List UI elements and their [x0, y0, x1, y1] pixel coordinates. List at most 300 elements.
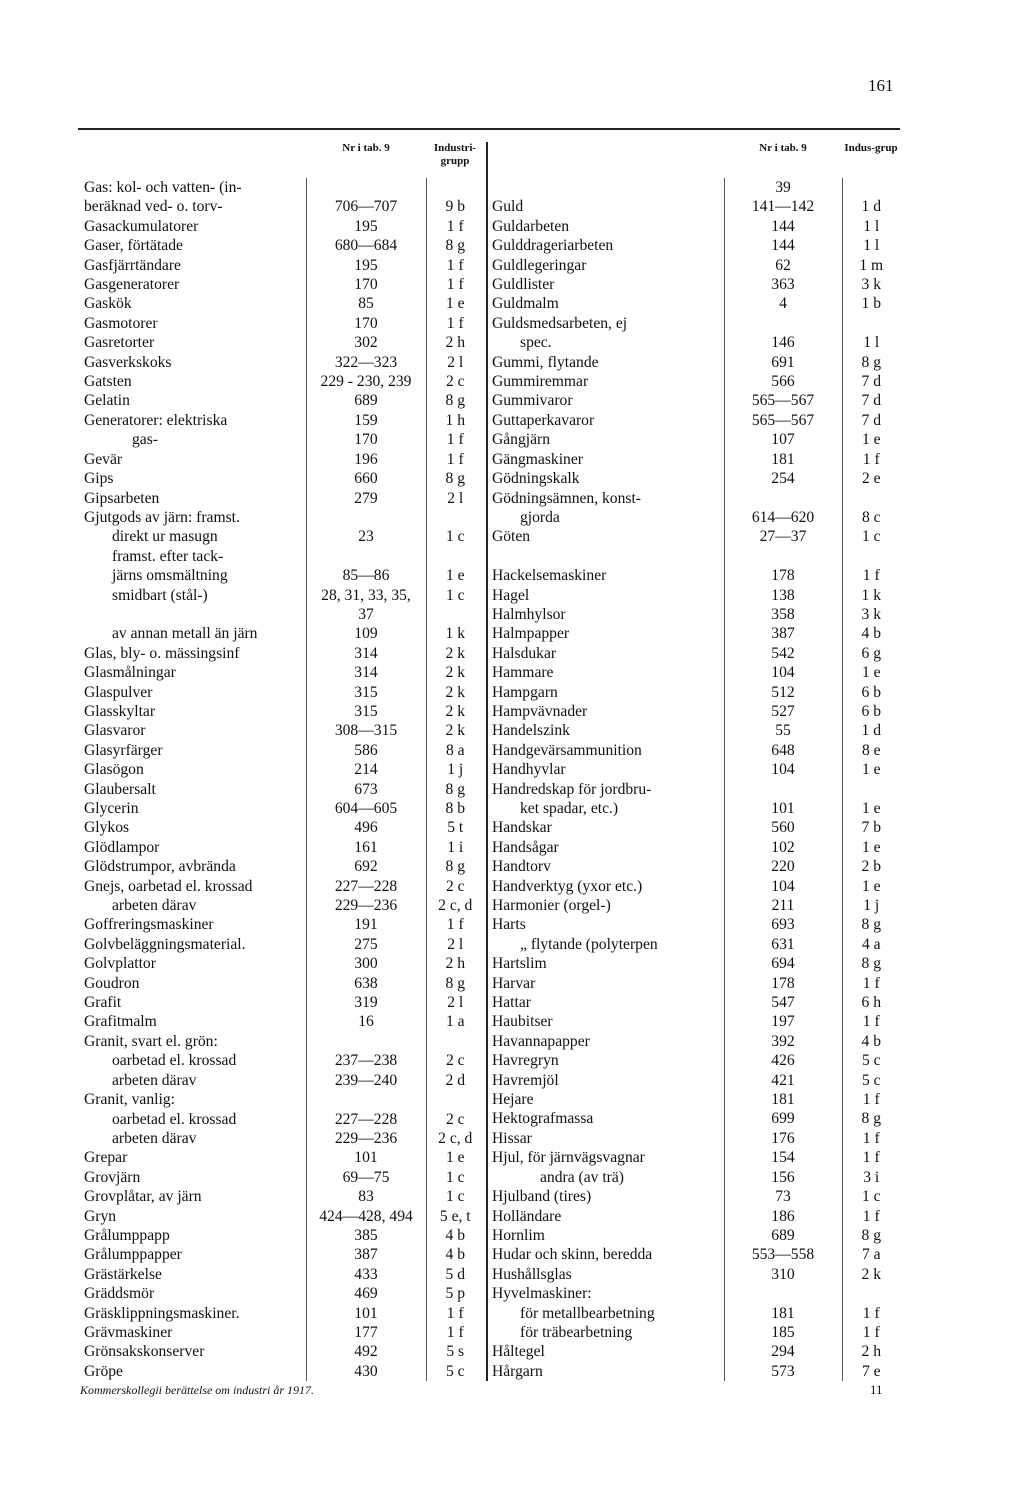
- entry-name: oarbetad el. krossad: [112, 1052, 237, 1070]
- entry-name: Hartslim: [492, 955, 547, 973]
- table-row: [488, 411, 900, 430]
- entry-table-number: 195: [306, 217, 426, 236]
- entry-name: Grästärkelse: [84, 1265, 162, 1283]
- entry-table-number: 4: [724, 294, 842, 313]
- entry-table-number: 614—620: [724, 508, 842, 527]
- entry-table-number: 680—684: [306, 236, 426, 255]
- entry-name: Grävmaskiner: [84, 1323, 173, 1341]
- entry-industry-group: 1 c: [426, 1168, 484, 1187]
- entry-table-number: 573: [724, 1362, 842, 1381]
- entry-industry-group: 1 e: [842, 430, 900, 449]
- entry-table-number: 586: [306, 741, 426, 760]
- entry-table-number: 314: [306, 644, 426, 663]
- entry-table-number: 315: [306, 702, 426, 721]
- entry-name: Gängmaskiner: [492, 450, 583, 468]
- entry-industry-group: 1 c: [426, 527, 484, 546]
- left-header-row: [80, 142, 484, 178]
- table-row: [80, 799, 484, 818]
- table-row: [488, 760, 900, 779]
- table-row: [488, 217, 900, 236]
- entry-industry-group: 1 f: [842, 1012, 900, 1031]
- entry-table-number: 156: [724, 1168, 842, 1187]
- table-row: [80, 974, 484, 993]
- entry-name: Gulddrageriarbeten: [492, 237, 614, 255]
- table-row: [80, 1226, 484, 1245]
- entry-industry-group: 1 e: [842, 663, 900, 682]
- table-row: [488, 1284, 900, 1303]
- table-row: [80, 1129, 484, 1148]
- entry-industry-group: [426, 547, 484, 566]
- entry-industry-group: 3 k: [842, 275, 900, 294]
- entry-name: Guldarbeten: [492, 217, 570, 235]
- entry-industry-group: 8 a: [426, 741, 484, 760]
- entry-table-number: 229—236: [306, 896, 426, 915]
- entry-table-number: 227—228: [306, 1110, 426, 1129]
- entry-table-number: 469: [306, 1284, 426, 1303]
- entry-name: Gasgeneratorer: [84, 276, 180, 294]
- entry-table-number: 141—142: [724, 197, 842, 216]
- header-grp: Indus-grup: [844, 142, 898, 154]
- entry-name: Gipsarbeten: [84, 489, 160, 507]
- entry-name: Hagel: [492, 586, 530, 604]
- entry-name: Hjulband (tires): [492, 1188, 592, 1206]
- entry-table-number: 196: [306, 450, 426, 469]
- entry-table-number: 315: [306, 683, 426, 702]
- table-row: [80, 1071, 484, 1090]
- entry-name: Grafitmalm: [84, 1013, 157, 1031]
- table-row: [488, 1226, 900, 1245]
- entry-name: Glykos: [84, 819, 130, 837]
- table-row: [80, 877, 484, 896]
- entry-table-number: 16: [306, 1012, 426, 1031]
- table-row: [80, 391, 484, 410]
- entry-table-number: 308—315: [306, 721, 426, 740]
- table-row: [488, 1342, 900, 1361]
- entry-table-number: [724, 547, 842, 566]
- entry-table-number: 195: [306, 256, 426, 275]
- entry-table-number: [306, 1090, 426, 1109]
- table-row: [488, 450, 900, 469]
- entry-name: Gasmotorer: [84, 314, 158, 332]
- entry-name: Havregryn: [492, 1052, 559, 1070]
- entry-industry-group: 1 f: [426, 1304, 484, 1323]
- table-row: [80, 935, 484, 954]
- entry-industry-group: 8 g: [426, 857, 484, 876]
- table-row: [80, 741, 484, 760]
- entry-name: Gelatin: [84, 392, 130, 410]
- entry-name: Hackelsemaskiner: [492, 567, 607, 585]
- entry-name: beräknad ved- o. torv-: [84, 198, 223, 216]
- entry-table-number: 492: [306, 1342, 426, 1361]
- entry-industry-group: 2 l: [426, 935, 484, 954]
- entry-industry-group: 2 c, d: [426, 1129, 484, 1148]
- entry-table-number: 170: [306, 314, 426, 333]
- table-row: [488, 508, 900, 527]
- entry-name: Glasögon: [84, 761, 144, 779]
- table-row: [488, 1323, 900, 1342]
- entry-table-number: 102: [724, 838, 842, 857]
- entry-industry-group: 1 d: [842, 721, 900, 740]
- entry-industry-group: 5 c: [842, 1051, 900, 1070]
- table-row: [80, 663, 484, 682]
- entry-name: Handtorv: [492, 858, 551, 876]
- entry-name: Hampgarn: [492, 683, 558, 701]
- entry-name: för metallbearbetning: [520, 1304, 655, 1322]
- entry-name: Guldmalm: [492, 295, 559, 313]
- footer-source: Kommerskollegii berättelse om industri år 1917.: [80, 1383, 314, 1397]
- entry-name: Granit, vanlig:: [84, 1091, 175, 1109]
- entry-industry-group: 1 f: [842, 1090, 900, 1109]
- entry-industry-group: 5 e, t: [426, 1207, 484, 1226]
- entry-industry-group: [426, 605, 484, 624]
- entry-table-number: 178: [724, 566, 842, 585]
- entry-name: Glasskyltar: [84, 702, 156, 720]
- entry-industry-group: 4 a: [842, 935, 900, 954]
- entry-industry-group: 1 c: [426, 1187, 484, 1206]
- entry-name: Glaspulver: [84, 683, 153, 701]
- entry-industry-group: 1 c: [842, 527, 900, 546]
- entry-name: Guld: [492, 198, 524, 216]
- entry-table-number: 706—707: [306, 197, 426, 216]
- table-row: [80, 1187, 484, 1206]
- entry-name: Gröpe: [84, 1362, 123, 1380]
- table-row: [488, 1245, 900, 1264]
- entry-table-number: 211: [724, 896, 842, 915]
- entry-table-number: 322—323: [306, 353, 426, 372]
- entry-table-number: 294: [724, 1342, 842, 1361]
- entry-table-number: 566: [724, 372, 842, 391]
- entry-table-number: 144: [724, 217, 842, 236]
- table-row: [488, 1148, 900, 1167]
- entry-name: Haubitser: [492, 1013, 553, 1031]
- entry-name: Golvbeläggningsmaterial.: [84, 935, 246, 953]
- table-row: [488, 1129, 900, 1148]
- table-row: [80, 683, 484, 702]
- entry-name: [488, 178, 724, 197]
- top-rule: [78, 128, 900, 130]
- entry-table-number: 27—37: [724, 527, 842, 546]
- table-row: [80, 993, 484, 1012]
- entry-industry-group: 2 k: [426, 663, 484, 682]
- entry-table-number: [724, 780, 842, 799]
- table-row: [488, 935, 900, 954]
- entry-name: Handhyvlar: [492, 761, 566, 779]
- entry-name: Hattar: [492, 994, 531, 1012]
- entry-table-number: 154: [724, 1148, 842, 1167]
- table-row: [488, 178, 900, 197]
- table-row: [488, 333, 900, 352]
- entry-industry-group: [426, 508, 484, 527]
- table-row: [488, 1071, 900, 1090]
- entry-table-number: 28, 31, 33, 35,: [306, 586, 426, 605]
- header-nr: Nr i tab. 9: [759, 142, 807, 154]
- entry-name: Goffreringsmaskiner: [84, 916, 214, 934]
- entry-table-number: 170: [306, 430, 426, 449]
- entry-name: Glycerin: [84, 800, 139, 817]
- table-row: [488, 993, 900, 1012]
- entry-table-number: 512: [724, 683, 842, 702]
- entry-industry-group: 4 b: [426, 1226, 484, 1245]
- entry-name: Hushållsglas: [492, 1265, 572, 1283]
- entry-industry-group: 5 p: [426, 1284, 484, 1303]
- entry-industry-group: 2 k: [426, 644, 484, 663]
- entry-table-number: 302: [306, 333, 426, 352]
- entry-industry-group: 2 k: [426, 721, 484, 740]
- entry-table-number: 660: [306, 469, 426, 488]
- entry-name: Handverktyg (yxor etc.): [492, 877, 643, 895]
- entry-industry-group: [842, 489, 900, 508]
- entry-name: Hyvelmaskiner:: [492, 1285, 592, 1303]
- entry-industry-group: 1 i: [426, 838, 484, 857]
- table-row: [80, 702, 484, 721]
- table-row: [80, 1207, 484, 1226]
- entry-table-number: 62: [724, 256, 842, 275]
- entry-table-number: 85—86: [306, 566, 426, 585]
- header-name: [80, 142, 306, 178]
- entry-industry-group: 2 k: [842, 1265, 900, 1284]
- table-row: [488, 974, 900, 993]
- entry-industry-group: 6 b: [842, 702, 900, 721]
- table-row: [488, 197, 900, 216]
- entry-name: Hårgarn: [492, 1362, 543, 1380]
- entry-industry-group: 2 d: [426, 1071, 484, 1090]
- entry-industry-group: 1 e: [842, 760, 900, 779]
- entry-table-number: 37: [306, 605, 426, 624]
- table-row: [80, 586, 484, 605]
- entry-name: Grönsakskonserver: [84, 1343, 205, 1361]
- entry-name: Halmpapper: [492, 625, 570, 643]
- entry-name: Handelszink: [492, 722, 570, 740]
- entry-name: Golvplattor: [84, 955, 156, 973]
- entry-industry-group: 7 d: [842, 411, 900, 430]
- entry-name: Harmonier (orgel-): [492, 897, 611, 915]
- entry-industry-group: 2 l: [426, 353, 484, 372]
- entry-name: Grepar: [84, 1149, 128, 1167]
- entry-table-number: 421: [724, 1071, 842, 1090]
- table-row: [80, 197, 484, 216]
- table-row: [488, 256, 900, 275]
- entry-industry-group: 8 g: [842, 353, 900, 372]
- entry-industry-group: 1 f: [426, 430, 484, 449]
- entry-industry-group: 8 c: [842, 508, 900, 527]
- entry-table-number: 185: [724, 1323, 842, 1342]
- entry-table-number: 101: [306, 1304, 426, 1323]
- entry-industry-group: [842, 547, 900, 566]
- entry-name: Gas: kol- och vatten- (in-: [84, 179, 242, 196]
- table-row: [488, 586, 900, 605]
- entry-name: Handredskap för jordbru-: [492, 780, 652, 798]
- entry-industry-group: 1 f: [426, 1323, 484, 1342]
- entry-table-number: 73: [724, 1187, 842, 1206]
- entry-name: Gångjärn: [492, 431, 551, 449]
- entry-table-number: 496: [306, 818, 426, 837]
- entry-table-number: 310: [724, 1265, 842, 1284]
- entry-table-number: 178: [724, 974, 842, 993]
- entry-name: gas-: [132, 431, 158, 449]
- entry-name: Holländare: [492, 1207, 562, 1225]
- entry-table-number: 197: [724, 1012, 842, 1031]
- entry-industry-group: 7 b: [842, 818, 900, 837]
- entry-table-number: 689: [724, 1226, 842, 1245]
- table-row: [80, 1304, 484, 1323]
- entry-industry-group: [426, 178, 484, 197]
- entry-industry-group: 1 d: [842, 197, 900, 216]
- entry-table-number: 279: [306, 489, 426, 508]
- entry-industry-group: 6 h: [842, 993, 900, 1012]
- entry-industry-group: 8 g: [426, 780, 484, 799]
- entry-name: Gräsklippningsmaskiner.: [84, 1304, 240, 1322]
- entry-name: Grålumppapp: [84, 1226, 170, 1244]
- entry-name: Hudar och skinn, beredda: [492, 1246, 653, 1264]
- entry-table-number: 101: [306, 1148, 426, 1167]
- entry-name: Goudron: [84, 974, 140, 992]
- table-row: [488, 741, 900, 760]
- table-row: [488, 663, 900, 682]
- entry-table-number: 565—567: [724, 391, 842, 410]
- entry-table-number: 229—236: [306, 1129, 426, 1148]
- entry-table-number: 227—228: [306, 877, 426, 896]
- entry-industry-group: 8 g: [842, 1109, 900, 1128]
- entry-industry-group: 2 c: [426, 1110, 484, 1129]
- entry-industry-group: 1 h: [426, 411, 484, 430]
- table-row: [488, 1304, 900, 1323]
- entry-industry-group: 8 b: [426, 799, 484, 818]
- entry-name: Gummivaror: [492, 392, 573, 410]
- entry-industry-group: 4 b: [426, 1245, 484, 1264]
- table-row: [488, 838, 900, 857]
- table-row: [488, 372, 900, 391]
- entry-name: Havremjöl: [492, 1071, 559, 1089]
- table-row: [80, 721, 484, 740]
- entry-table-number: [306, 1032, 426, 1051]
- entry-table-number: 181: [724, 450, 842, 469]
- entry-name: framst. efter tack-: [112, 547, 224, 565]
- table-row: [80, 1168, 484, 1187]
- entry-table-number: [724, 1284, 842, 1303]
- entry-name: Gummiremmar: [492, 373, 589, 391]
- entry-table-number: 254: [724, 469, 842, 488]
- entry-table-number: 159: [306, 411, 426, 430]
- entry-industry-group: 7 d: [842, 391, 900, 410]
- entry-industry-group: 1 e: [842, 799, 900, 818]
- entry-table-number: 387: [724, 624, 842, 643]
- entry-industry-group: 1 e: [426, 566, 484, 585]
- entry-table-number: 55: [724, 721, 842, 740]
- entry-table-number: 424—428, 494: [306, 1207, 426, 1226]
- entry-industry-group: 1 j: [842, 896, 900, 915]
- entry-table-number: 691: [724, 353, 842, 372]
- table-row: [80, 896, 484, 915]
- table-row: [488, 721, 900, 740]
- entry-table-number: 553—558: [724, 1245, 842, 1264]
- entry-table-number: 547: [724, 993, 842, 1012]
- entry-name: Generatorer: elektriska: [84, 411, 228, 429]
- entry-industry-group: 5 d: [426, 1265, 484, 1284]
- entry-name: Göten: [492, 528, 531, 546]
- entry-name: Havannapapper: [492, 1032, 590, 1050]
- table-row: [80, 294, 484, 313]
- entry-name: Harts: [492, 916, 526, 934]
- entry-table-number: 191: [306, 915, 426, 934]
- entry-industry-group: 2 h: [426, 333, 484, 352]
- entry-industry-group: 1 a: [426, 1012, 484, 1031]
- entry-table-number: 85: [306, 294, 426, 313]
- entry-industry-group: 1 f: [842, 1304, 900, 1323]
- table-row: [80, 1323, 484, 1342]
- entry-industry-group: 8 g: [842, 1226, 900, 1245]
- entry-table-number: 214: [306, 760, 426, 779]
- table-row: [80, 760, 484, 779]
- table-row: [488, 236, 900, 255]
- entry-table-number: 565—567: [724, 411, 842, 430]
- right-header-row: [488, 142, 900, 178]
- entry-table-number: 527: [724, 702, 842, 721]
- left-index-table: [80, 142, 484, 1381]
- entry-name: Gasackumulatorer: [84, 217, 199, 235]
- entry-table-number: 107: [724, 430, 842, 449]
- table-row: [488, 896, 900, 915]
- entry-name: Glaubersalt: [84, 780, 156, 798]
- entry-name: Hejare: [492, 1091, 534, 1109]
- entry-table-number: 385: [306, 1226, 426, 1245]
- entry-industry-group: 8 e: [842, 741, 900, 760]
- entry-table-number: 430: [306, 1362, 426, 1381]
- table-row: [80, 1284, 484, 1303]
- entry-name: Hektografmassa: [492, 1110, 594, 1128]
- entry-industry-group: 3 i: [842, 1168, 900, 1187]
- table-row: [80, 1245, 484, 1264]
- entry-industry-group: 2 l: [426, 489, 484, 508]
- entry-name: Hjul, för järnvägsvagnar: [492, 1149, 645, 1167]
- entry-industry-group: 2 h: [426, 954, 484, 973]
- entry-name: [80, 605, 306, 624]
- table-row: [80, 954, 484, 973]
- table-row: [80, 1342, 484, 1361]
- entry-industry-group: 8 g: [426, 391, 484, 410]
- table-row: [80, 333, 484, 352]
- entry-industry-group: 2 c, d: [426, 896, 484, 915]
- table-row: [488, 1090, 900, 1109]
- entry-name: arbeten därav: [112, 1129, 197, 1147]
- entry-table-number: 692: [306, 857, 426, 876]
- entry-industry-group: 8 g: [842, 954, 900, 973]
- table-row: [488, 857, 900, 876]
- table-row: [80, 217, 484, 236]
- table-row: [488, 799, 900, 818]
- table-row: [80, 566, 484, 585]
- entry-industry-group: 4 b: [842, 624, 900, 643]
- table-row: [80, 450, 484, 469]
- entry-industry-group: 1 f: [842, 1148, 900, 1167]
- table-row: [488, 1207, 900, 1226]
- table-row: [80, 508, 484, 527]
- entry-industry-group: 7 a: [842, 1245, 900, 1264]
- entry-industry-group: 1 e: [426, 1148, 484, 1167]
- table-row: [488, 275, 900, 294]
- table-row: [488, 1168, 900, 1187]
- entry-table-number: [724, 489, 842, 508]
- entry-name: järns omsmältning: [112, 567, 228, 585]
- entry-table-number: [306, 547, 426, 566]
- entry-name: Gödningsämnen, konst-: [492, 489, 641, 507]
- table-row: [488, 954, 900, 973]
- entry-industry-group: 3 k: [842, 605, 900, 624]
- entry-name: Handskar: [492, 819, 552, 837]
- entry-industry-group: [842, 1284, 900, 1303]
- table-row: [488, 1051, 900, 1070]
- entry-table-number: 101: [724, 799, 842, 818]
- entry-name: Guldsmedsarbeten, ej: [492, 314, 628, 332]
